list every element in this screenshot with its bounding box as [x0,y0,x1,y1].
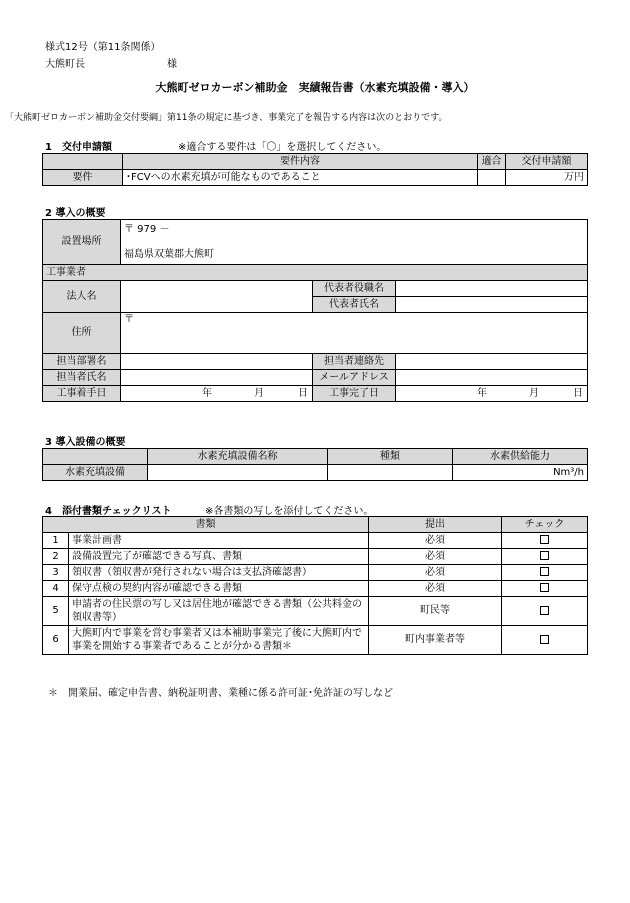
checkbox[interactable] [540,635,549,644]
person-input[interactable] [121,370,313,386]
addressee: 大熊町長 [45,59,85,70]
start-date-label: 工事着手日 [43,386,121,402]
col-check: チェック [502,517,588,533]
col-requirement: 要件内容 [123,154,478,170]
row-number: 6 [43,626,69,655]
rep-name-label: 代表者氏名 [313,297,396,313]
dept-label: 担当部署名 [43,354,121,370]
intro-text: 「大熊町ゼロカーボン補助金交付要綱」第11条の規定に基づき、事業完了を報告する内容は次のとおりです。 [5,113,448,123]
checkbox[interactable] [540,551,549,560]
address-input[interactable] [121,313,588,354]
rep-title-input[interactable] [396,281,588,297]
checkbox[interactable] [540,606,549,615]
site-postal: 〒 979 － [124,224,170,235]
contact-label: 担当者連絡先 [313,354,396,370]
site-address: 福島県双葉郡大熊町 [124,249,214,260]
dept-input[interactable] [121,354,313,370]
col-capacity: 水素供給能力 [453,449,588,465]
row-requirement-label: 要件 [43,170,123,186]
checklist-row [43,565,588,581]
row-submit: 必須 [369,565,502,581]
checklist-row [43,581,588,597]
amount-input[interactable] [506,170,588,186]
rep-name-input[interactable] [396,297,588,313]
start-year: 年 [202,387,212,399]
checklist-row [43,533,588,549]
section1-note: ※適合する要件は「〇」を選択してください。 [178,142,387,153]
row-number: 2 [43,549,69,565]
row-submit: 必須 [369,581,502,597]
checkbox[interactable] [540,535,549,544]
email-label: メールアドレス [313,370,396,386]
equipment-type-input[interactable] [328,465,453,481]
address-postal: 〒 [124,314,134,325]
row-number: 4 [43,581,69,597]
section2-table [42,219,588,402]
addressee-honorific: 様 [167,59,177,70]
contractor-label: 工事業者 [43,265,588,281]
start-date-input[interactable] [121,386,313,402]
section3-table [42,448,588,481]
section2-heading: 2 導入の概要 [45,208,106,219]
section1-table [42,153,588,186]
equipment-name-input[interactable] [148,465,328,481]
capacity-unit: Nm³/h [553,466,584,478]
col-equipment-name: 水素充填設備名称 [148,449,328,465]
corp-name-label: 法人名 [43,281,121,313]
checklist-row [43,549,588,565]
row-document: 大熊町内で事業を営む事業者又は本補助事業完了後に大熊町内で事業を開始する事業者であることが分かる書類＊ [69,626,369,655]
row-number: 3 [43,565,69,581]
rep-title-label: 代表者役職名 [313,281,396,297]
checkbox[interactable] [540,567,549,576]
row-document: 設備設置完了が確認できる写真、書類 [69,549,369,565]
start-day: 日 [298,387,308,399]
amount-unit: 万円 [564,171,584,183]
corp-name-input[interactable] [121,281,313,313]
checklist-row [43,597,588,626]
row-number: 1 [43,533,69,549]
section4-heading: 4 添付書類チェックリスト [45,506,172,517]
start-month: 月 [254,387,264,399]
section4-note: ※各書類の写しを添付してください。 [205,506,374,517]
col-type: 種類 [328,449,453,465]
capacity-input[interactable] [453,465,588,481]
section3-heading: 3 導入設備の概要 [45,437,126,448]
end-month: 月 [529,387,539,399]
row-document: 申請者の住民票の写し又は居住地が確認できる書類（公共料金の領収書等） [69,597,369,626]
col-document: 書類 [43,517,369,533]
email-input[interactable] [396,370,588,386]
checklist-row [43,626,588,655]
row-number: 5 [43,597,69,626]
page-title: 大熊町ゼロカーボン補助金 実績報告書（水素充填設備・導入） [155,81,475,94]
checkbox[interactable] [540,583,549,592]
address-label: 住所 [43,313,121,354]
col-fit: 適合 [478,154,506,170]
checklist-table [42,516,588,655]
section1-heading: 1 交付申請額 [45,142,112,153]
end-year: 年 [477,387,487,399]
end-day: 日 [573,387,583,399]
row-document: 領収書（領収書が発行されない場合は支払済確認書） [69,565,369,581]
col-submit: 提出 [369,517,502,533]
contact-input[interactable] [396,354,588,370]
fit-select[interactable] [478,170,506,186]
row-submit: 必須 [369,549,502,565]
row-document: 保守点検の契約内容が確認できる書類 [69,581,369,597]
end-date-label: 工事完了日 [313,386,396,402]
col-amount: 交付申請額 [506,154,588,170]
row-submit: 町内事業者等 [369,626,502,655]
row-document: 事業計画書 [69,533,369,549]
requirement-text: ･FCVへの水素充填が可能なものであること [123,170,478,186]
person-label: 担当者氏名 [43,370,121,386]
site-label: 設置場所 [43,220,121,265]
row-submit: 町民等 [369,597,502,626]
footnote: ＊ 開業届、確定申告書、納税証明書、業種に係る許可証･免許証の写しなど [48,688,393,699]
form-number: 様式12号（第11条関係） [45,42,161,53]
site-input[interactable] [121,220,588,265]
end-date-input[interactable] [396,386,588,402]
equipment-row-label: 水素充填設備 [43,465,148,481]
row-submit: 必須 [369,533,502,549]
